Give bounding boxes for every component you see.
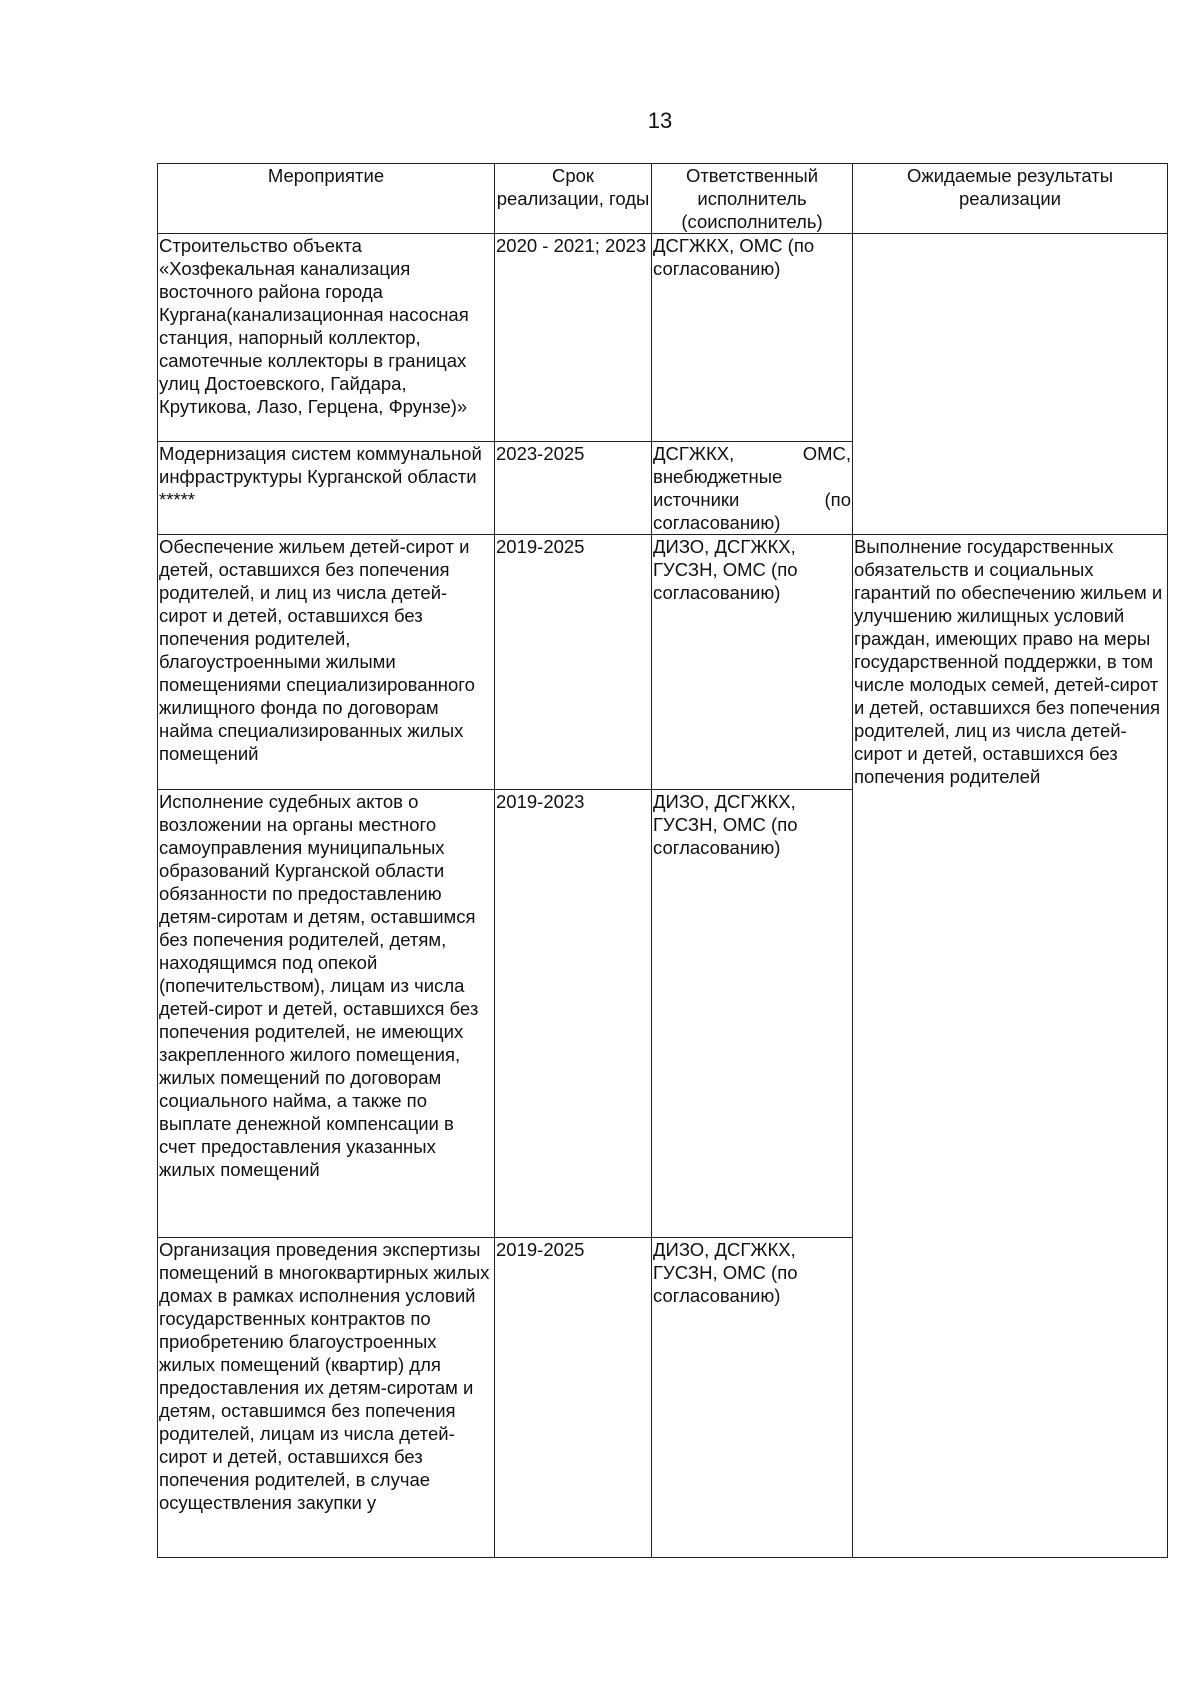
header-result: Ожидаемые результаты реализации: [853, 164, 1168, 234]
result-cell-empty: [853, 442, 1168, 535]
table-row: [158, 234, 1168, 442]
activities-table: [157, 163, 1168, 1558]
header-responsible: Ответственный исполнитель (соисполнитель): [652, 164, 853, 234]
period-cell: 2019-2023: [495, 790, 652, 1238]
activity-cell: Модернизация систем коммунальной инфраструктуры Курганской области *****: [158, 442, 495, 535]
responsible-cell: ДИЗО, ДСГЖКХ, ГУСЗН, ОМС (по согласованию): [652, 535, 853, 790]
header-period: Срок реализации, годы: [495, 164, 652, 234]
period-cell: 2019-2025: [495, 1238, 652, 1558]
period-cell: 2023-2025: [495, 442, 652, 535]
responsible-cell: ДСГЖКХ, ОМС, внебюджетные источники (по согласованию): [653, 443, 851, 533]
header-activity: Мероприятие: [158, 164, 495, 234]
responsible-cell: ДСГЖКХ, ОМС (по согласованию): [652, 234, 853, 442]
activity-cell: Строительство объекта «Хозфекальная канализация восточного района города Кургана(канализационная насосная станция, напорный коллектор, самотечные коллекторы в границах улиц Достоевского, Гайдара, Крутикова, Лазо, Герцена, Фрунзе)»: [158, 234, 495, 442]
activity-cell: Организация проведения экспертизы помещений в многоквартирных жилых домах в рамках исполнения условий государственных контрактов по приобретению благоустроенных жилых помещений (квартир) для предоставления их детям-сиротам и детям, оставшимся без попечения родителей, лицам из числа детей-сирот и детей, оставшихся без попечения родителей, в случае осуществления закупки у: [158, 1238, 495, 1558]
table-row: [158, 535, 1168, 790]
table-row: [158, 442, 1168, 535]
result-cell: Выполнение государственных обязательств и социальных гарантий по обеспечению жильем и улучшению жилищных условий граждан, имеющих право на меры государственной поддержки, в том числе молодых семей, детей-сирот и детей, оставшихся без попечения родителей, лиц из числа детей-сирот и детей, оставшихся без попечения родителей: [853, 535, 1168, 1558]
table-header-row: [158, 164, 1168, 234]
responsible-cell: ДИЗО, ДСГЖКХ, ГУСЗН, ОМС (по согласованию): [652, 1238, 853, 1558]
period-cell: 2019-2025: [495, 535, 652, 790]
page-number: 13: [647, 108, 673, 133]
activity-cell: Исполнение судебных актов о возложении на органы местного самоуправления муниципальных образований Курганской области обязанности по предоставлению детям-сиротам и детям, оставшимся без попечения родителей, детям, находящимся под опекой (попечительством), лицам из числа детей-сирот и детей, оставшихся без попечения родителей, не имеющих закрепленного жилого помещения, жилых помещений по договорам социального найма, а также по выплате денежной компенсации в счет предоставления указанных жилых помещений: [158, 790, 495, 1238]
result-cell-empty: [853, 234, 1168, 442]
responsible-cell: ДИЗО, ДСГЖКХ, ГУСЗН, ОМС (по согласованию): [652, 790, 853, 1238]
period-cell: 2020 - 2021; 2023: [495, 234, 652, 442]
activity-cell: Обеспечение жильем детей-сирот и детей, оставшихся без попечения родителей, и лиц из числа детей-сирот и детей, оставшихся без попечения родителей, благоустроенными жилыми помещениями специализированного жилищного фонда по договорам найма специализированных жилых помещений: [158, 535, 495, 790]
